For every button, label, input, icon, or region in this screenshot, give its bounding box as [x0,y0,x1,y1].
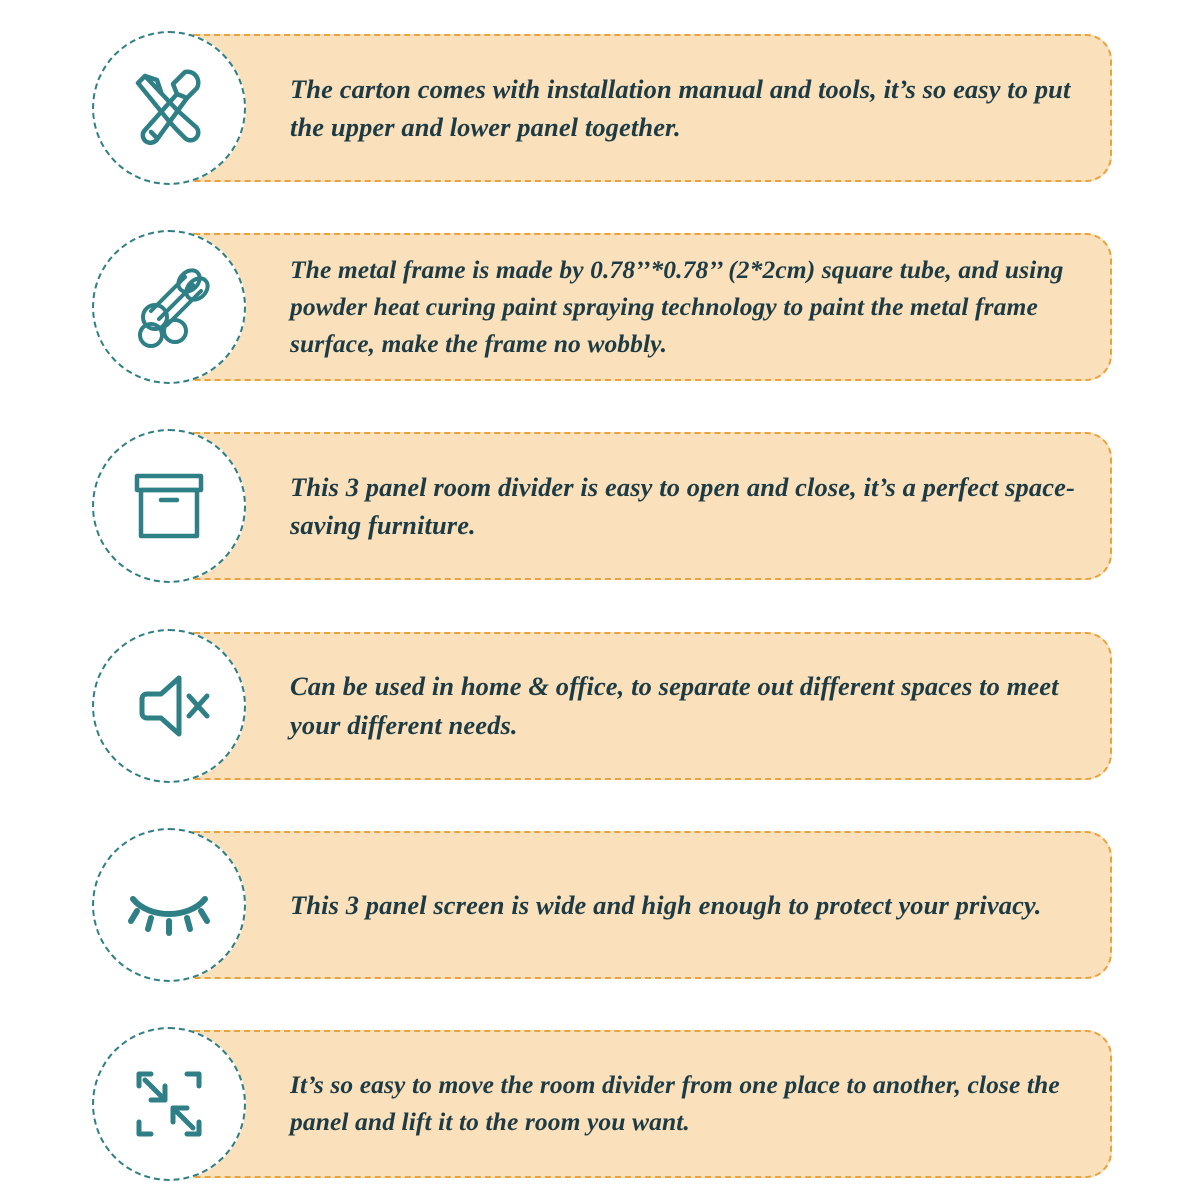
feature-text: The metal frame is made by 0.78’’*0.78’’ (2*2cm) square tube, and using powder heat curing paint spraying technology to paint the metal frame surface, make the frame no wobbly. [290,254,1064,358]
feature-item [0,821,1200,989]
closed-eye-privacy-icon [92,828,246,982]
feature-callout [168,233,1112,381]
feature-callout [168,432,1112,580]
feature-text: Can be used in home & office, to separate out different spaces to meet your different needs. [290,671,1059,740]
feature-item [0,1020,1200,1188]
feature-item [0,223,1200,391]
folding-box-icon [92,429,246,583]
feature-callout [168,632,1112,780]
feature-text: This 3 panel screen is wide and high enough to protect your privacy. [290,889,1042,920]
feature-callout [168,831,1112,979]
feature-text: It’s so easy to move the room divider from one place to another, close the panel and lift it to the room you want. [290,1069,1060,1136]
feature-item [0,24,1200,192]
feature-item [0,422,1200,590]
feature-text: The carton comes with installation manual and tools, it’s so easy to put the upper and lower panel together. [290,73,1071,142]
feature-text: This 3 panel room divider is easy to open and close, it’s a perfect space-saving furniture. [290,471,1075,541]
fold-arrows-inward-icon [92,1027,246,1181]
feature-callout [168,1030,1112,1178]
metal-tubes-stack-icon [92,230,246,384]
tools-wrench-screwdriver-icon [92,31,246,185]
mute-speaker-icon [92,629,246,783]
feature-item [0,622,1200,790]
feature-callout [168,34,1112,182]
